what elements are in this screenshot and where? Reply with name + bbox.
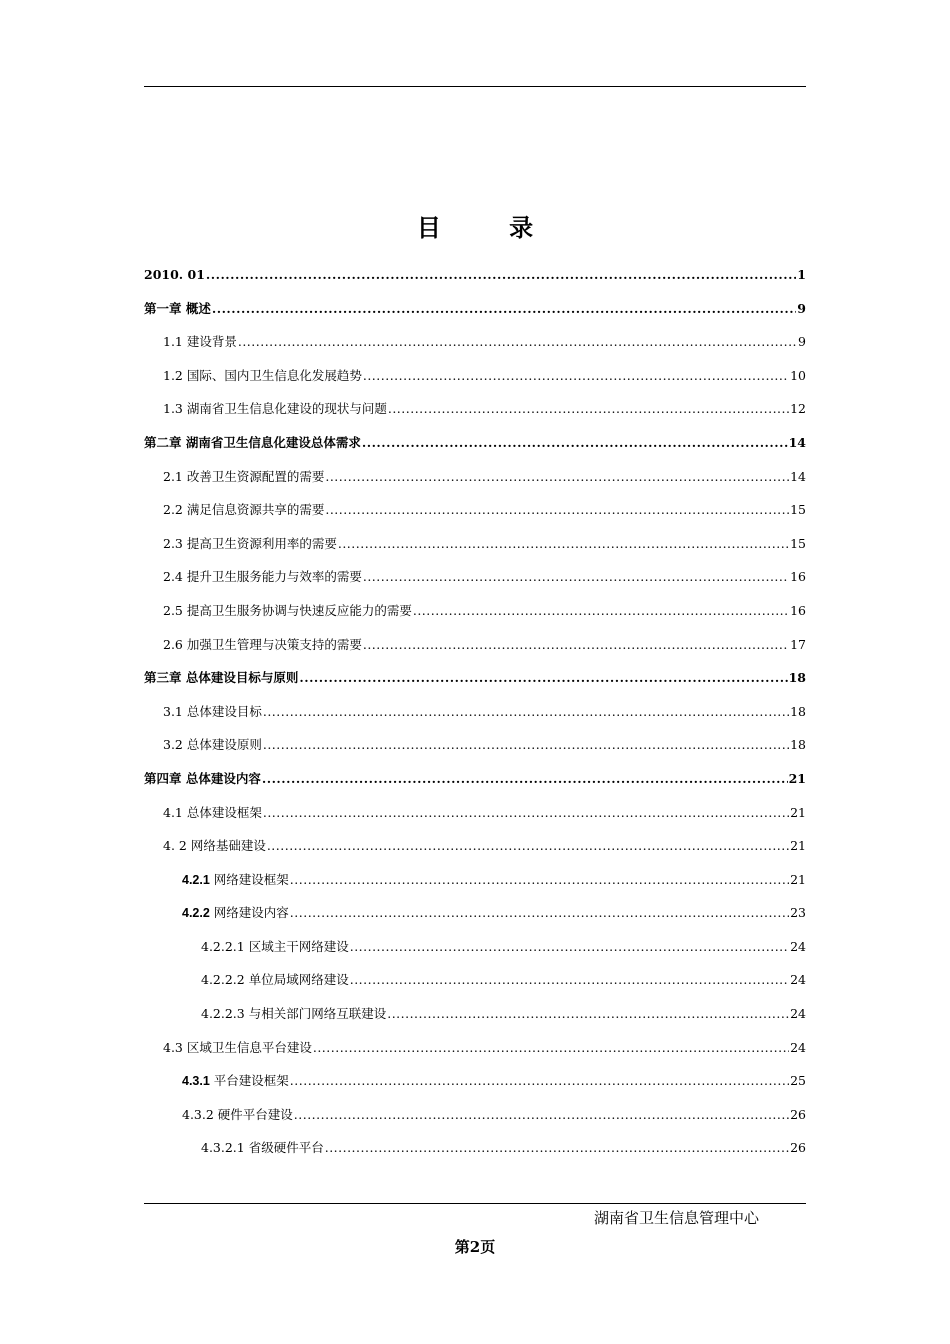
toc-leader-dots: [212, 292, 796, 326]
toc-entry-number: 4.3.1: [182, 1074, 210, 1089]
toc-entry-page: 21: [788, 770, 806, 786]
toc-leader-dots: [238, 325, 797, 359]
toc-entry-title: 3.2 总体建设原则: [163, 737, 262, 753]
toc-entry[interactable]: [144, 460, 806, 494]
toc-leader-dots: [290, 863, 789, 897]
toc-entry[interactable]: [144, 896, 806, 930]
toc-entry-title: 4.1 总体建设框架: [163, 804, 262, 820]
toc-entry-title: 2.3 提高卫生资源利用率的需要: [163, 535, 337, 551]
toc-leader-dots: [262, 762, 788, 796]
toc-leader-dots: [325, 1131, 789, 1165]
toc-entry-page: 24: [790, 972, 806, 988]
toc-entry[interactable]: [144, 728, 806, 762]
toc-entry-title: 4.2.2.3 与相关部门网络互联建设: [201, 1006, 387, 1022]
toc-entry-title: [182, 863, 289, 898]
toc-entry-title: 4. 2 网络基础建设: [163, 838, 266, 854]
toc-entry-title: 2010. 01: [144, 267, 205, 282]
toc-entry[interactable]: [144, 762, 806, 796]
toc-entry-title: 2.2 满足信息资源共享的需要: [163, 502, 325, 518]
toc-entry-title: 1.2 国际、国内卫生信息化发展趋势: [163, 367, 362, 383]
toc-leader-dots: [325, 460, 789, 494]
toc-leader-dots: [363, 628, 789, 662]
toc-entry[interactable]: [144, 359, 806, 393]
toc-entry[interactable]: [144, 527, 806, 561]
toc-entry-title: 第三章 总体建设目标与原则: [144, 670, 299, 686]
toc-leader-dots: [363, 359, 789, 393]
toc-entry-title: [182, 1064, 289, 1099]
toc-entry-title: 1.1 建设背景: [163, 334, 237, 350]
toc-entry-title: 第二章 湖南省卫生信息化建设总体需求: [144, 434, 361, 450]
toc-entry-title: 2.5 提高卫生服务协调与快速反应能力的需要: [163, 602, 412, 618]
toc-entry-title: 4.3 区域卫生信息平台建设: [163, 1039, 312, 1055]
toc-entry[interactable]: [144, 258, 806, 292]
toc-entry[interactable]: [144, 1064, 806, 1098]
toc-entry-page: 16: [790, 602, 806, 618]
toc-leader-dots: [290, 896, 789, 930]
footer-organization: 湖南省卫生信息管理中心: [594, 1209, 760, 1227]
toc-entry-page: 21: [790, 871, 806, 887]
toc-entry[interactable]: [144, 863, 806, 897]
toc-entry-page: 9: [797, 300, 806, 316]
toc-entry-page: 18: [790, 737, 806, 753]
toc-entry[interactable]: [144, 594, 806, 628]
toc-leader-dots: [263, 695, 789, 729]
toc-entry[interactable]: [144, 392, 806, 426]
toc-entry-title: [182, 896, 289, 931]
toc-entry-page: 18: [788, 670, 806, 686]
toc-leader-dots: [362, 426, 788, 460]
toc-entry-page: 10: [790, 367, 806, 383]
toc-entry-page: 23: [790, 905, 806, 921]
toc-entry-title: 2.6 加强卫生管理与决策支持的需要: [163, 636, 362, 652]
toc-leader-dots: [388, 392, 789, 426]
toc-entry[interactable]: [144, 628, 806, 662]
toc-leader-dots: [290, 1064, 789, 1098]
toc-entry-page: 1: [797, 267, 806, 282]
toc-entry[interactable]: [144, 493, 806, 527]
toc-entry[interactable]: [144, 426, 806, 460]
toc-entry-title: 2.1 改善卫生资源配置的需要: [163, 468, 325, 484]
toc-entry-title: 4.2.2.2 单位局域网络建设: [201, 972, 349, 988]
toc-entry-title: 4.3.2 硬件平台建设: [182, 1106, 293, 1122]
toc-entry-page: 24: [790, 938, 806, 954]
toc-entry-page: 18: [790, 703, 806, 719]
toc-entry-page: 26: [790, 1140, 806, 1156]
toc-leader-dots: [413, 594, 789, 628]
toc-leader-dots: [294, 1098, 789, 1132]
toc-entry-title: 第四章 总体建设内容: [144, 770, 261, 786]
toc-entry[interactable]: [144, 1131, 806, 1165]
toc-leader-dots: [263, 796, 789, 830]
toc-entry-title: 4.3.2.1 省级硬件平台: [201, 1140, 324, 1156]
toc-entry[interactable]: [144, 695, 806, 729]
toc-entry-text: 网络建设内容: [209, 905, 289, 921]
toc-entry-number: 4.2.1: [182, 872, 210, 887]
toc-leader-dots: [263, 728, 789, 762]
toc-entry[interactable]: [144, 560, 806, 594]
toc-entry-title: 第一章 概述: [144, 300, 211, 316]
toc-entry-title: 2.4 提升卫生服务能力与效率的需要: [163, 569, 362, 585]
toc-entry[interactable]: [144, 1098, 806, 1132]
toc-entry-page: 14: [790, 468, 806, 484]
toc-entry-page: 21: [790, 804, 806, 820]
toc-leader-dots: [338, 527, 789, 561]
toc-leader-dots: [350, 930, 789, 964]
toc-entry-page: 12: [790, 401, 806, 417]
toc-entry-title: 4.2.2.1 区域主干网络建设: [201, 938, 349, 954]
toc-entry[interactable]: [144, 325, 806, 359]
toc-leader-dots: [350, 963, 789, 997]
toc-leader-dots: [299, 661, 787, 695]
toc-entry-text: 网络建设框架: [209, 871, 289, 887]
toc-entry[interactable]: [144, 963, 806, 997]
toc-entry-page: 26: [790, 1106, 806, 1122]
toc-entry-page: 24: [790, 1039, 806, 1055]
toc-entry-page: 16: [790, 569, 806, 585]
toc-entry-number: 4.2.2: [182, 906, 210, 921]
toc-leader-dots: [206, 258, 796, 292]
toc-leader-dots: [325, 493, 789, 527]
header-rule: [144, 86, 806, 87]
toc-entry-page: 15: [790, 502, 806, 518]
table-of-contents: [144, 258, 806, 1165]
toc-entry[interactable]: [144, 661, 806, 695]
toc-entry[interactable]: [144, 997, 806, 1031]
toc-leader-dots: [363, 560, 789, 594]
toc-entry-page: 21: [790, 838, 806, 854]
toc-entry-page: 15: [790, 535, 806, 551]
toc-title: 目 录: [416, 213, 564, 242]
toc-leader-dots: [387, 997, 789, 1031]
page-number: 第2页: [454, 1238, 496, 1256]
toc-entry-page: 25: [790, 1073, 806, 1089]
toc-entry-page: 14: [788, 434, 806, 450]
toc-entry-page: 17: [790, 636, 806, 652]
toc-entry-page: 9: [798, 334, 806, 350]
toc-entry-title: 3.1 总体建设目标: [163, 703, 262, 719]
toc-leader-dots: [313, 1031, 789, 1065]
toc-entry[interactable]: [144, 829, 806, 863]
toc-entry[interactable]: [144, 796, 806, 830]
toc-entry-page: 24: [790, 1006, 806, 1022]
toc-entry-text: 平台建设框架: [209, 1073, 289, 1089]
toc-entry[interactable]: [144, 1031, 806, 1065]
toc-leader-dots: [267, 829, 789, 863]
toc-entry-title: 1.3 湖南省卫生信息化建设的现状与问题: [163, 401, 387, 417]
footer-rule: [144, 1203, 806, 1204]
toc-entry[interactable]: [144, 930, 806, 964]
toc-entry[interactable]: [144, 292, 806, 326]
